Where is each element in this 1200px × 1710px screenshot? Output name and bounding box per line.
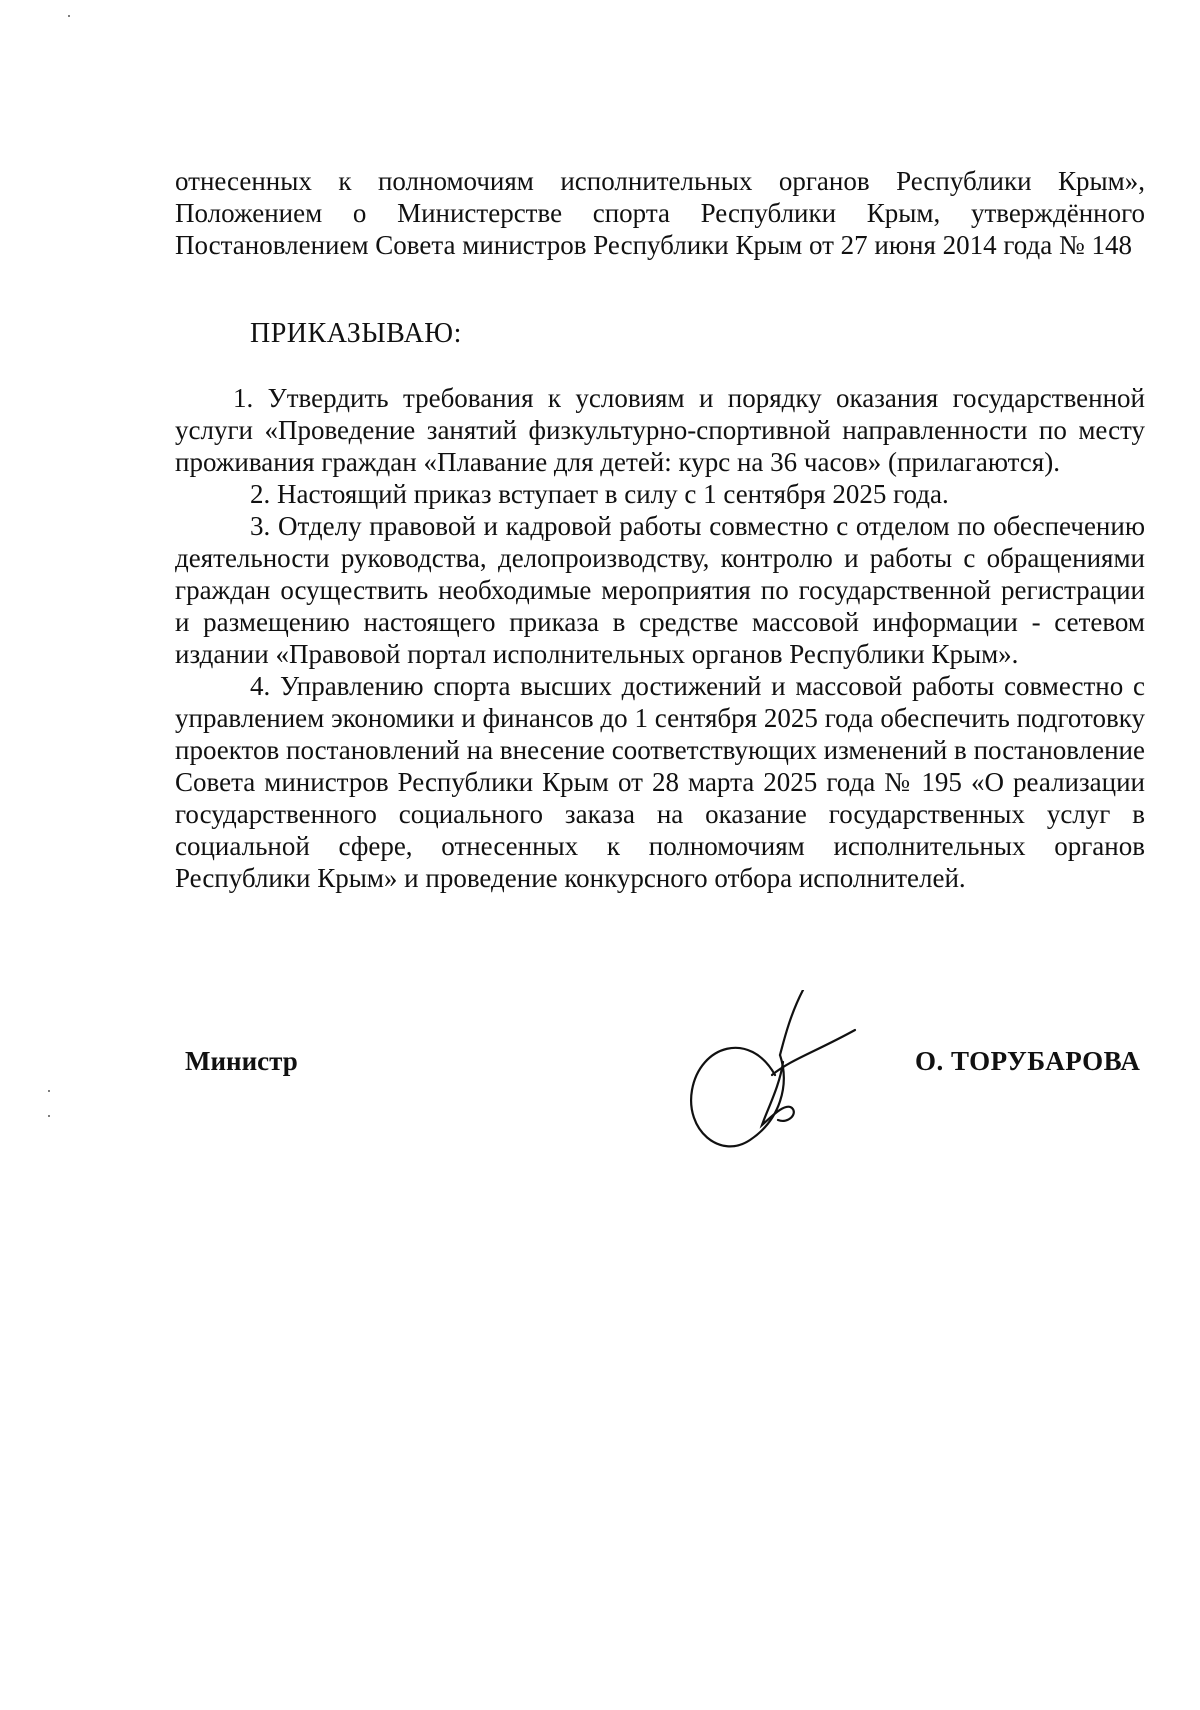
handwritten-signature-icon xyxy=(680,990,870,1160)
scan-speck xyxy=(48,1115,50,1117)
order-heading: ПРИКАЗЫВАЮ: xyxy=(250,318,462,349)
scan-speck xyxy=(48,1090,50,1092)
order-item-4: 4. Управлению спорта высших достижений и массовой работы совместно с управлением экономики и финансов до 1 сентября 2025 года обеспечить подготовку проектов постановлений на внесение соответствующих изменений в постановление Совета министров Республики Крым от 28 марта 2025 года № 195 «О реализации государственного социального заказа на оказание государственных услуг в социальной сфере, отнесенных к полномочиям исполнительных органов Республики Крым» и проведение конкурсного отбора исполнителей. xyxy=(175,671,1145,893)
order-item-2: 2. Настоящий приказ вступает в силу с 1 сентября 2025 года. xyxy=(250,479,949,509)
intro-paragraph: отнесенных к полномочиям исполнительных органов Республики Крым», Положением о Министерстве спорта Республики Крым, утверждённого Постановлением Совета министров Республики Крым от 27 июня 2014 года № 148 xyxy=(175,166,1145,260)
intro-paragraph-block xyxy=(175,165,1145,261)
order-item-1: 1. Утвердить требования к условиям и порядку оказания государственной услуги «Проведение занятий физкультурно-спортивной направленности по месту проживания граждан «Плавание для детей: курс на 36 часов» (прилагаются). xyxy=(175,383,1145,477)
signatory-title: Министр xyxy=(185,1046,298,1076)
order-items xyxy=(175,382,1145,894)
scan-speck xyxy=(68,15,70,17)
order-item-3: 3. Отделу правовой и кадровой работы совместно с отделом по обеспечению деятельности руководства, делопроизводству, контролю и работы с обращениями граждан осуществить необходимые мероприятия по государственной регистрации и размещению настоящего приказа в средстве массовой информации - сетевом издании «Правовой портал исполнительных органов Республики Крым». xyxy=(175,511,1145,669)
signatory-name: О. ТОРУБАРОВА xyxy=(915,1046,1141,1076)
